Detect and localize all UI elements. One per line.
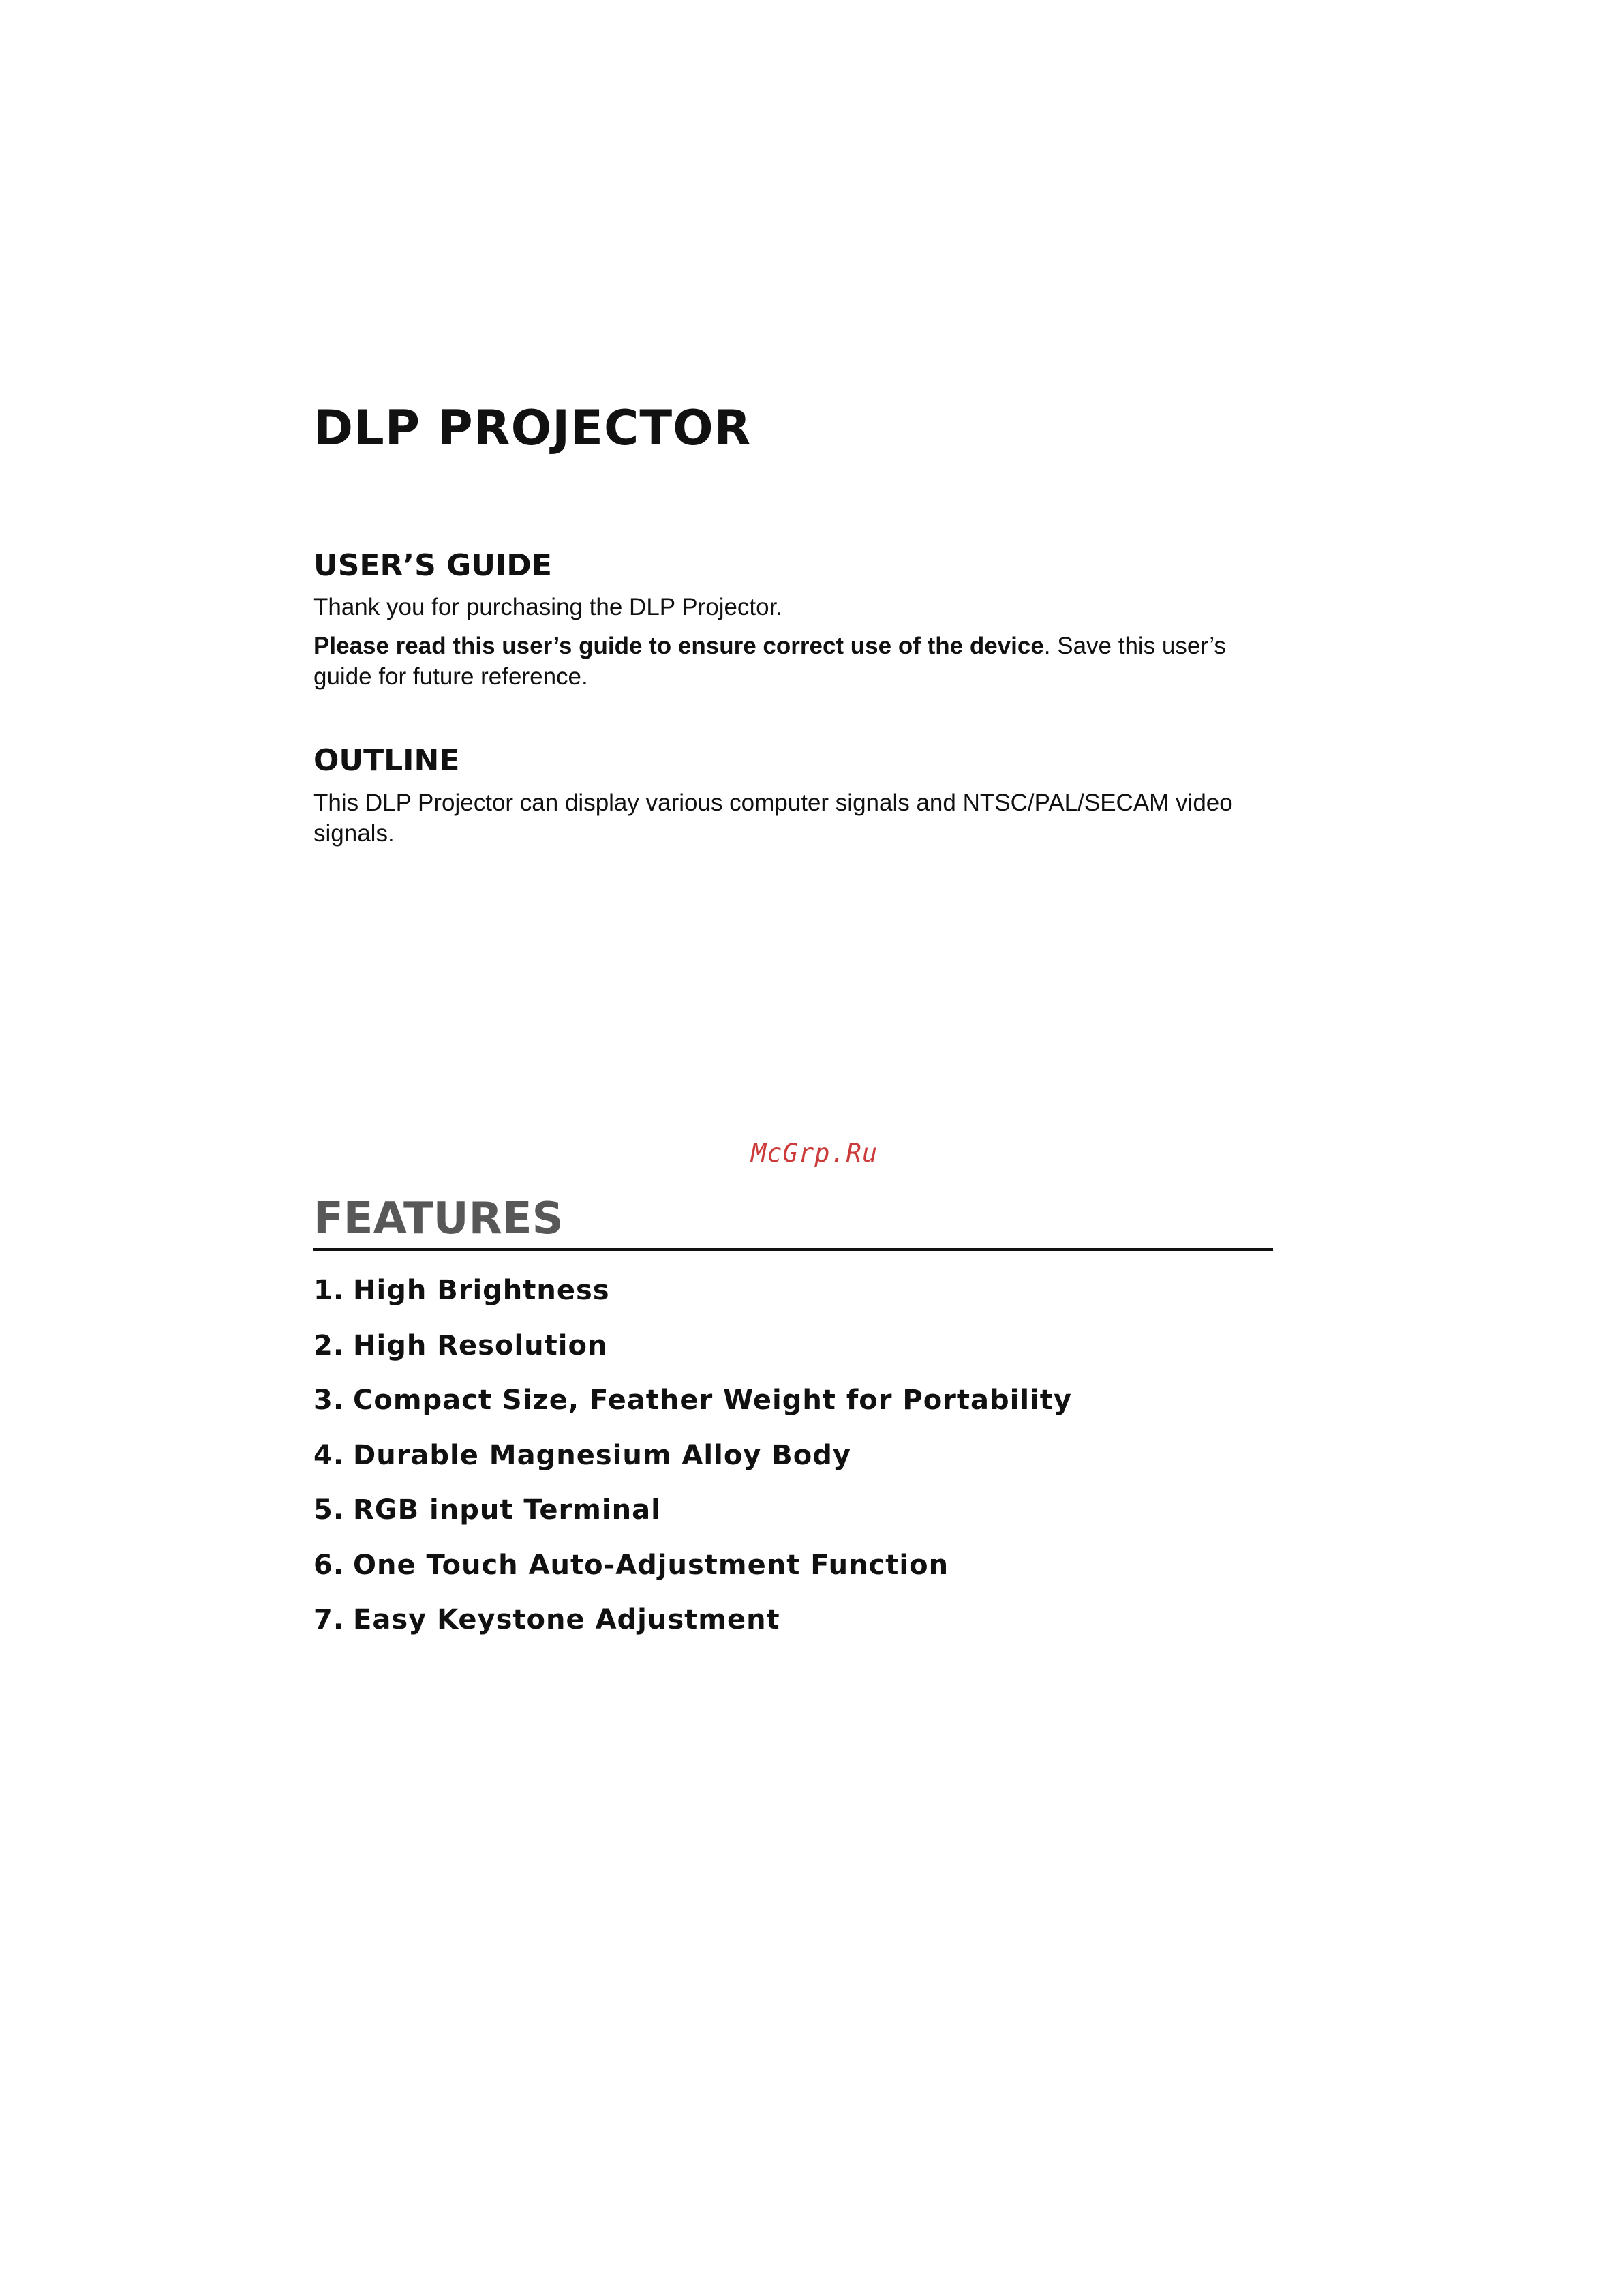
read-guide-bold-text: Please read this user’s guide to ensure correct use of the device [313,633,1044,659]
feature-item [313,1548,1072,1603]
document-title: DLP PROJECTOR [313,400,752,456]
feature-label: High Resolution [353,1329,608,1361]
feature-label: High Brightness [353,1275,610,1306]
feature-label: Durable Magnesium Alloy Body [353,1439,851,1471]
feature-item [313,1603,1072,1658]
feature-label: Compact Size, Feather Weight for Portability [353,1385,1072,1416]
feature-number: 2. [313,1329,345,1361]
feature-item [313,1329,1072,1384]
feature-label: Easy Keystone Adjustment [353,1604,780,1635]
feature-item [313,1273,1072,1329]
feature-label: RGB input Terminal [353,1494,661,1526]
feature-number: 1. [313,1275,345,1306]
feature-item [313,1493,1072,1548]
feature-label: One Touch Auto-Adjustment Function [353,1549,949,1581]
thank-you-text: Thank you for purchasing the DLP Projector. [313,594,783,620]
features-title: FEATURES [313,1194,1273,1251]
feature-list [313,1273,1072,1658]
feature-number: 4. [313,1439,345,1471]
feature-item [313,1383,1072,1438]
watermark: McGrp.Ru [751,1138,878,1168]
read-guide-text [313,631,1273,692]
outline-text: This DLP Projector can display various computer signals and NTSC/PAL/SECAM video signals. [313,789,1233,847]
feature-number: 6. [313,1549,345,1581]
feature-item [313,1438,1072,1494]
read-guide-rest-text: . Save this user’s guide for future reference. [313,633,1226,690]
outline-heading: OUTLINE [313,743,460,778]
feature-number: 3. [313,1385,345,1416]
users-guide-heading: USER’S GUIDE [313,548,552,583]
feature-number: 5. [313,1494,345,1526]
feature-number: 7. [313,1604,345,1635]
